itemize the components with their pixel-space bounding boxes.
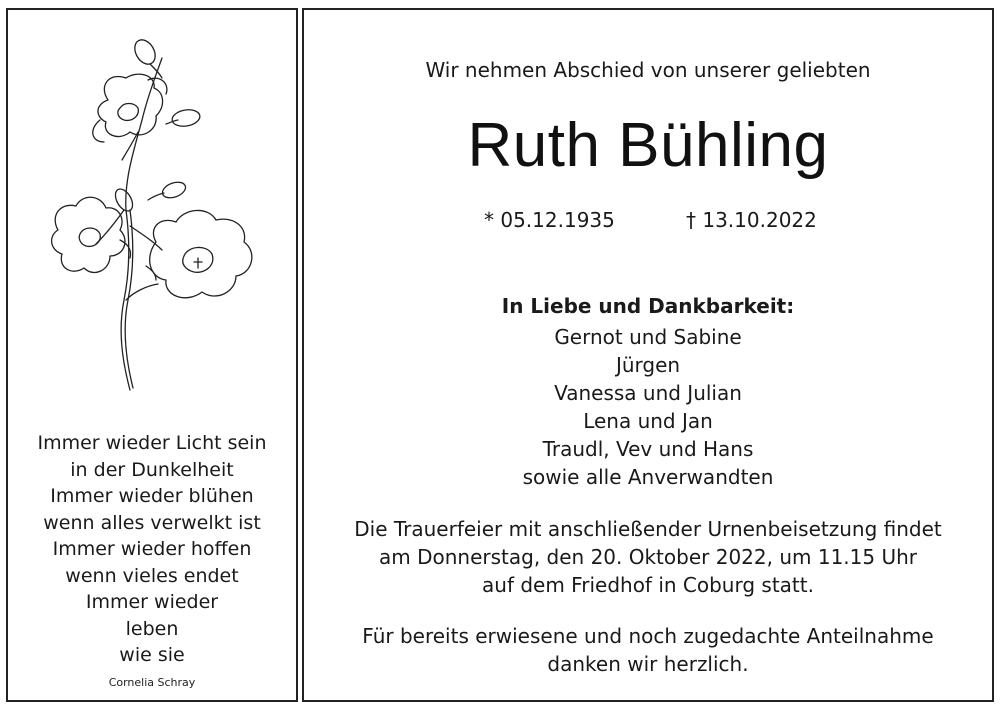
poem-line: wie sie: [119, 644, 185, 666]
birth-date: * 05.12.1935: [484, 208, 615, 232]
ceremony-info: [304, 515, 992, 599]
family-member: Lena und Jan: [583, 409, 713, 433]
poem-panel: [6, 8, 298, 702]
poem-line: Immer wieder: [85, 591, 219, 613]
poem-line: wenn vieles endet: [65, 564, 239, 587]
notice-panel: [302, 8, 994, 702]
family-member: Traudl, Vev und Hans: [542, 437, 754, 461]
family-list: [304, 323, 992, 491]
intro-text: Wir nehmen Abschied von unserer geliebten: [425, 58, 871, 82]
poem-author: Cornelia Schray: [108, 676, 196, 689]
death-date: † 13.10.2022: [686, 208, 817, 232]
thanks-text: [304, 622, 992, 678]
family-member: Vanessa und Julian: [554, 381, 742, 405]
ceremony-line: Die Trauerfeier mit anschließender Urnenbeisetzung findet: [354, 517, 942, 541]
family-member: Gernot und Sabine: [554, 325, 742, 349]
ceremony-line: auf dem Friedhof in Coburg statt.: [482, 573, 814, 597]
family-member: Jürgen: [615, 353, 681, 377]
family-heading: In Liebe und Dankbarkeit:: [501, 294, 795, 318]
poem-line: Immer wieder Licht sein: [37, 432, 267, 454]
orchid-illustration: [38, 30, 278, 430]
poem-line: wenn alles verwelkt ist: [43, 511, 261, 534]
thanks-line: Für bereits erwiesene und noch zugedachte Anteilnahme: [362, 624, 934, 648]
poem-line: Immer wieder blühen: [50, 485, 254, 507]
thanks-line: danken wir herzlich.: [547, 652, 749, 676]
poem-line: leben: [125, 617, 179, 640]
family-member: sowie alle Anverwandten: [522, 465, 774, 489]
ceremony-line: am Donnerstag, den 20. Oktober 2022, um 11.15 Uhr: [379, 545, 917, 569]
deceased-name: Ruth Bühling: [467, 111, 829, 180]
poem-line: in der Dunkelheit: [70, 458, 234, 481]
poem: [8, 430, 296, 669]
poem-line: Immer wieder hoffen: [52, 538, 252, 560]
